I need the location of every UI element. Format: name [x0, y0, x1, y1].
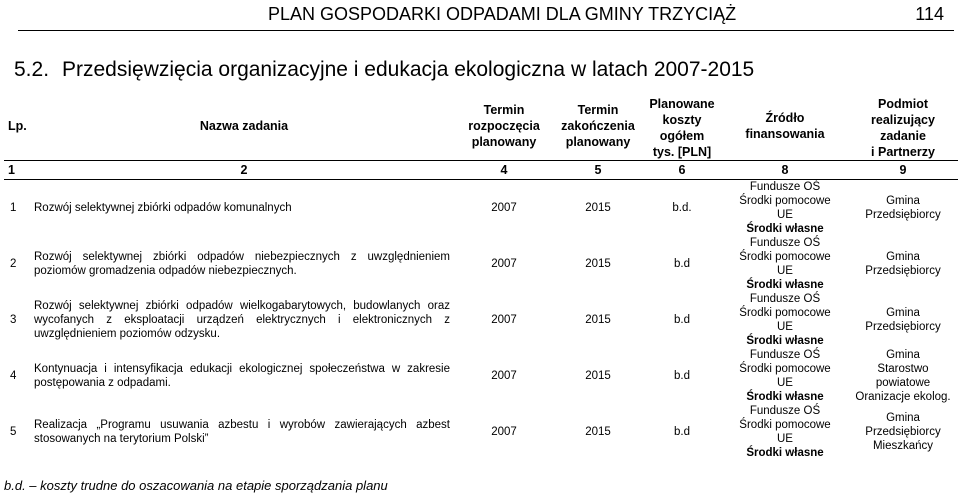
footnote: b.d. – koszty trudne do oszacowania na etapie sporządzania planu [4, 478, 388, 493]
column-number: 9 [848, 161, 958, 180]
cost: b.d [674, 426, 690, 438]
row-lp: 3 [10, 314, 17, 326]
funding-source: Fundusze OŚ Środki pomocowe UE Środki własne [739, 181, 831, 235]
header-name: Nazwa zadania [199, 119, 289, 133]
header-source: Źródło finansowania [745, 111, 825, 141]
funding-source: Fundusze OŚ Środki pomocowe UE Środki własne [739, 293, 831, 347]
end-year: 2015 [585, 314, 611, 326]
end-year: 2015 [585, 370, 611, 382]
start-year: 2007 [491, 426, 517, 438]
end-year: 2015 [585, 426, 611, 438]
column-number: 6 [642, 161, 722, 180]
task-name: Kontynuacja i intensyfikacja edukacji ekologicznej społeczeństwa w zakresie postępowania z odpadami. [34, 363, 450, 389]
column-number: 5 [554, 161, 642, 180]
header-cost: Planowane koszty ogółem tys. [PLN] [649, 97, 715, 159]
responsible-entity: Gmina Przedsiębiorcy [865, 195, 941, 221]
document-title: PLAN GOSPODARKI ODPADAMI DLA GMINY TRZYCIĄŻ [268, 4, 737, 24]
start-year: 2007 [491, 258, 517, 270]
start-year: 2007 [491, 314, 517, 326]
task-name: Rozwój selektywnej zbiórki odpadów wielkogabarytowych, budowlanych oraz wycofanych z eksploatacji urządzeń elektrycznych i elektronicznych z uwzględnieniem poziomów odzysku. [34, 300, 450, 340]
cost: b.d [674, 258, 690, 270]
row-lp: 2 [10, 258, 17, 270]
funding-source: Fundusze OŚ Środki pomocowe UE Środki własne [739, 237, 831, 291]
start-year: 2007 [491, 202, 517, 214]
funding-source: Fundusze OŚ Środki pomocowe UE Środki własne [739, 405, 831, 459]
header-start: Termin rozpoczęcia planowany [468, 103, 540, 149]
table-row [4, 180, 958, 237]
end-year: 2015 [585, 258, 611, 270]
header-lp: Lp. [8, 119, 27, 133]
column-number: 2 [34, 161, 454, 180]
table-row [4, 292, 958, 348]
responsible-entity: Gmina Przedsiębiorcy Mieszkańcy [865, 412, 941, 452]
table-row [4, 236, 958, 292]
section-title: Przedsięwzięcia organizacyjne i edukacja ekologiczna w latach 2007-2015 [62, 58, 755, 81]
end-year: 2015 [585, 202, 611, 214]
column-number: 8 [722, 161, 848, 180]
start-year: 2007 [491, 370, 517, 382]
row-lp: 4 [10, 370, 17, 382]
table-row [4, 348, 958, 404]
row-lp: 5 [10, 426, 17, 438]
column-number-row [4, 161, 958, 180]
cost: b.d [674, 370, 690, 382]
task-name: Rozwój selektywnej zbiórki odpadów komunalnych [34, 202, 292, 214]
funding-source: Fundusze OŚ Środki pomocowe UE Środki własne [739, 349, 831, 403]
header-entity: Podmiot realizujący zadanie i Partnerzy [871, 97, 935, 159]
page-number: 114 [915, 4, 944, 24]
page-header [18, 0, 954, 31]
column-number: 4 [454, 161, 554, 180]
table-row [4, 404, 958, 460]
table-header-row [4, 92, 958, 161]
responsible-entity: Gmina Przedsiębiorcy [865, 307, 941, 333]
header-end: Termin zakończenia planowany [561, 103, 635, 149]
cost: b.d. [672, 202, 692, 214]
section-number: 5.2. [14, 58, 50, 81]
row-lp: 1 [10, 202, 17, 214]
responsible-entity: Gmina Przedsiębiorcy [865, 251, 941, 277]
cost: b.d [674, 314, 690, 326]
section-heading [14, 58, 754, 82]
column-number: 1 [4, 161, 34, 180]
task-name: Rozwój selektywnej zbiórki odpadów niebezpiecznych z uwzględnieniem poziomów gromadzenia odpadów niebezpiecznych. [34, 251, 450, 277]
tasks-table [4, 92, 958, 460]
task-name: Realizacja „Programu usuwania azbestu i wyrobów zawierających azbest stosowanych na terytorium Polski” [34, 419, 450, 445]
responsible-entity: Gmina Starostwo powiatowe Oranizacje ekolog. [855, 349, 951, 403]
